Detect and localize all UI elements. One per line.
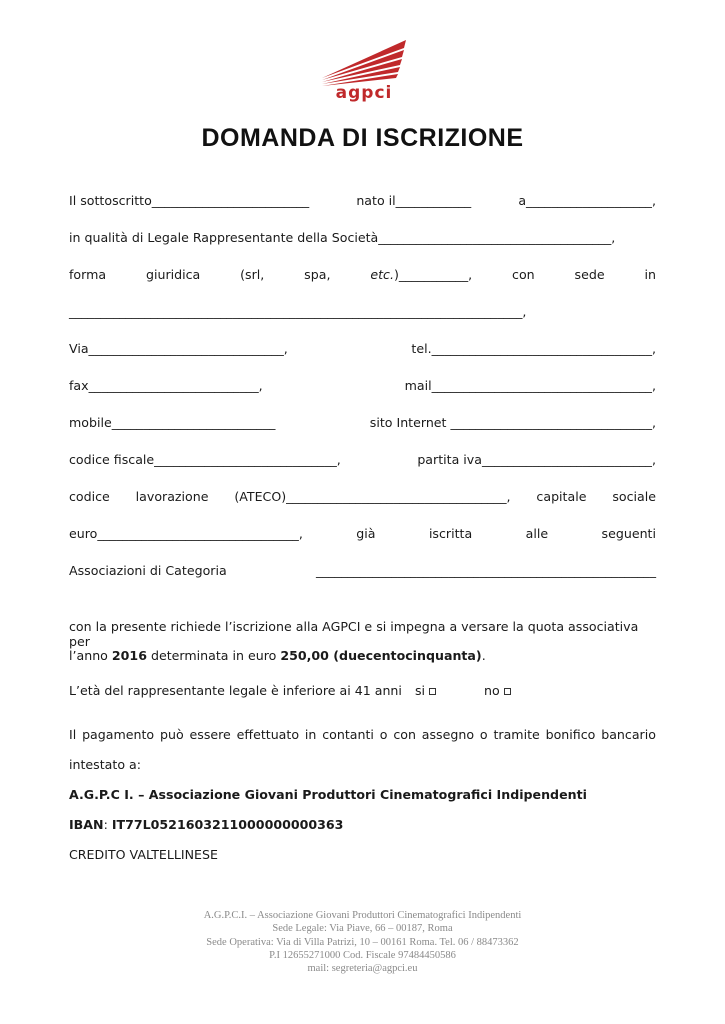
checkbox-no-box[interactable] [504,688,511,695]
iban-label: IBAN [69,817,104,832]
logo-wordmark: agpci [335,83,393,103]
field-ateco[interactable]: (ATECO)___________________________________, [234,489,511,504]
field-mobile[interactable]: mobile__________________________ [69,415,276,430]
text-bank: CREDITO VALTELLINESE [69,847,218,862]
text-pagamento [69,727,656,742]
form-line-euro [69,526,656,541]
text-codice: codice [69,489,110,504]
text-anno: l’anno [69,648,112,663]
field-partita-iva[interactable]: partita iva___________________________, [417,452,656,467]
footer-sede-legale: Sede Legale: Via Piave, 66 – 00187, Roma [272,923,453,935]
pay-word: può [159,727,184,742]
text-capitale: capitale [536,489,587,504]
field-capitale-euro[interactable]: euro________________________________, [69,526,303,541]
field-luogo-nascita[interactable]: a____________________, [518,193,656,208]
footer-piva: P.I 12655271000 Cod. Fiscale 97484450586 [269,949,456,961]
text-period: . [481,648,486,663]
pay-word: bancario [601,727,656,742]
checkbox-no[interactable] [484,683,511,698]
age-question-row [69,683,656,698]
text-determinata: determinata in euro [146,648,281,663]
blank-forma: )___________, [393,267,473,282]
form-line-ateco [69,489,656,504]
field-sede[interactable]: ________________________________________________________________________, [69,304,527,319]
text-forma: forma [69,267,107,282]
footer-mail: mail: segreteria@agpci.eu [307,963,418,975]
field-mail[interactable]: mail___________________________________, [404,378,656,393]
label-si: si [415,683,426,698]
text-quota [69,648,656,663]
text-in: in [644,267,656,282]
iban-value: IT77L0521603211000000000363 [111,817,344,832]
form-line-fax [69,378,656,393]
text-alle: alle [525,526,549,541]
pay-word: con [393,727,416,742]
pay-word: tramite [493,727,540,742]
text-age-question: L’età del rappresentante legale è inferiore ai 41 anni [69,683,402,698]
pay-word: effettuato [236,727,300,742]
pay-word: o [479,727,488,742]
footer-name: A.G.P.C.I. – Associazione Giovani Produttori Cinematografici Indipendenti [203,910,522,921]
checkbox-si[interactable] [415,683,436,698]
logo-wing-icon [320,38,408,88]
pay-word: o [379,727,388,742]
footer-sede-operativa: Sede Operativa: Via di Villa Patrizi, 10 – 00161 Roma. Tel. 06 / 88473362 [206,936,519,948]
form-line-sottoscritto [69,193,656,208]
text-amount: 250,00 (duecentocinquanta) [280,648,482,663]
pay-word: Il [69,727,77,742]
iban-row: IBAN: IT77L0521603211000000000363 [69,817,344,832]
text-intestato: intestato a: [69,757,141,772]
pay-word: assegno [421,727,475,742]
pay-word: pagamento [82,727,155,742]
text-sede: sede [574,267,605,282]
text-spa: spa, [304,267,331,282]
field-sito-internet[interactable]: sito Internet ________________________________, [369,415,656,430]
field-associazioni[interactable]: ______________________________________________________ [315,563,656,578]
field-codice-fiscale[interactable]: codice fiscale_____________________________, [69,452,341,467]
text-seguenti: seguenti [601,526,656,541]
agpci-logo [320,38,408,104]
field-via[interactable]: Via_______________________________, [69,341,288,356]
text-iscritta: iscritta [428,526,473,541]
text-gia: già [356,526,376,541]
checkbox-si-box[interactable] [429,688,436,695]
text-etc: etc. [370,267,394,282]
pay-word: contanti [322,727,374,742]
text-srl: (srl, [240,267,265,282]
footer [0,909,725,975]
text-sociale: sociale [612,489,656,504]
form-line-forma-giuridica [69,267,656,282]
form-line-codice-fiscale [69,452,656,467]
field-societa[interactable]: in qualità di Legale Rappresentante della Società_____________________________________, [69,230,616,245]
text-richiesta: con la presente richiede l’iscrizione alla AGPCI e si impegna a versare la quota associativa per [69,619,639,649]
page-title: DOMANDA DI ISCRIZIONE [201,124,524,152]
text-con: con [512,267,535,282]
field-fax[interactable]: fax___________________________, [69,378,263,393]
pay-word: essere [189,727,231,742]
text-associazioni: Associazioni di Categoria [69,563,227,578]
text-year: 2016 [111,648,147,663]
text-beneficiary: A.G.P.C I. – Associazione Giovani Produttori Cinematografici Indipendenti [69,787,587,802]
field-nato-il[interactable]: nato il____________ [356,193,472,208]
pay-word: bonifico [545,727,596,742]
field-sottoscritto[interactable]: Il sottoscritto_________________________ [69,193,310,208]
text-giuridica: giuridica [145,267,201,282]
form-line-associazioni [69,563,656,578]
field-tel[interactable]: tel.___________________________________, [411,341,656,356]
label-no: no [484,683,500,698]
field-forma-giuridica[interactable] [370,267,472,282]
form-line-mobile [69,415,656,430]
pay-word: in [304,727,317,742]
form-line-via [69,341,656,356]
text-lavorazione: lavorazione [135,489,209,504]
